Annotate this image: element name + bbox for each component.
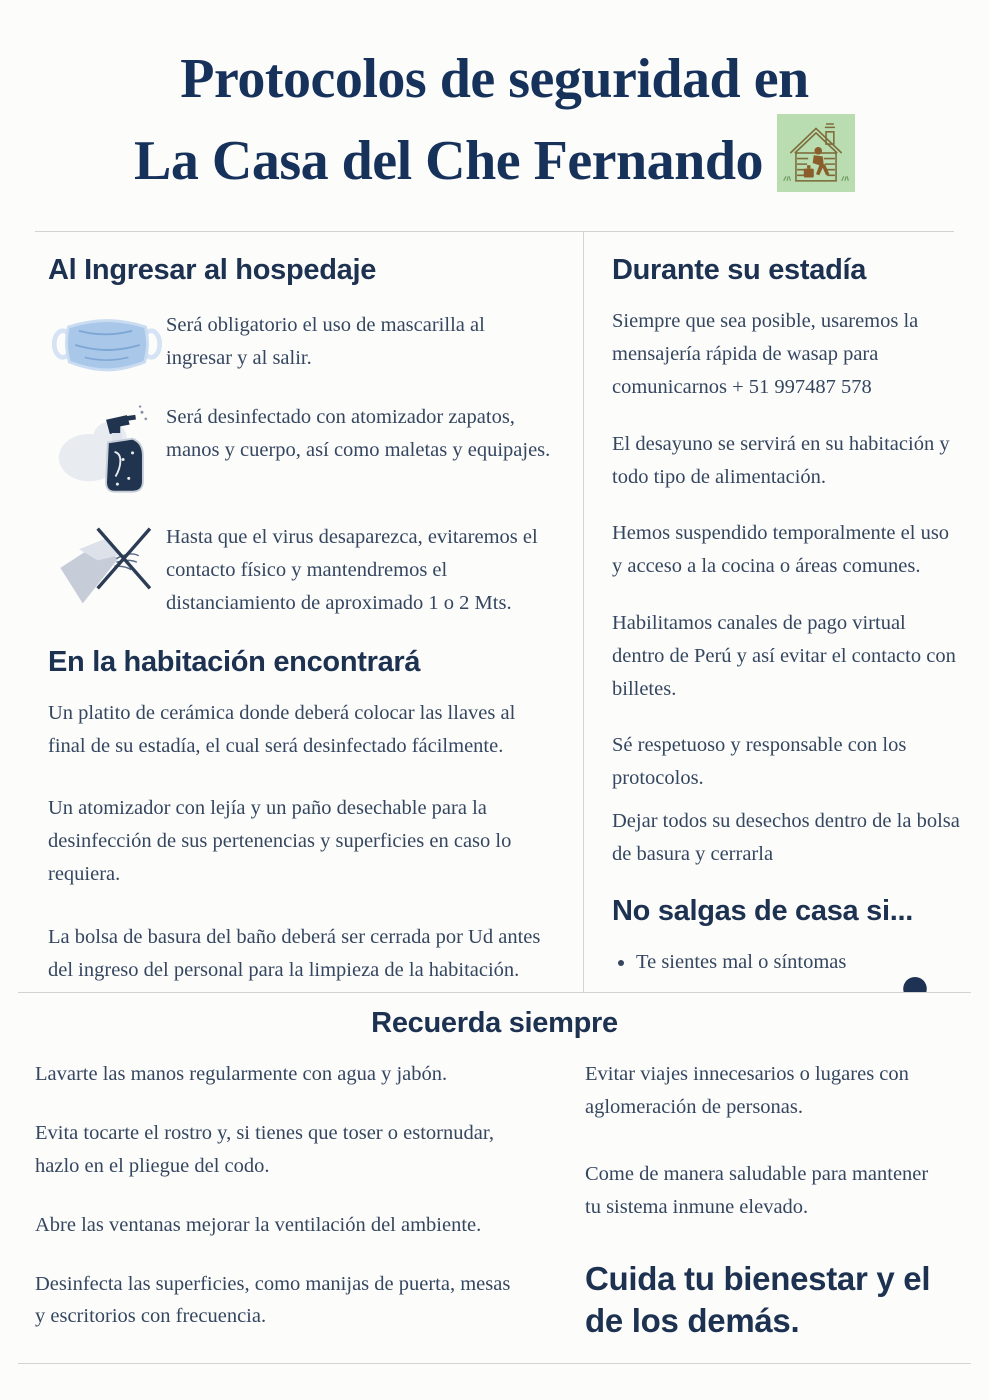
section-during-stay bbox=[584, 232, 989, 992]
remember-columns bbox=[0, 1058, 989, 1361]
remember-paragraph: Evitar viajes innecesarios o lugares con aglomeración de personas. bbox=[585, 1063, 909, 1119]
remember-heading: Recuerda siempre bbox=[371, 1007, 618, 1040]
entering-item-text: Hasta que el virus desaparezca, evitaremos el contacto físico y mantendremos el distanciamiento de aproximado 1 o 2 Mts. bbox=[166, 526, 538, 614]
remember-left-column bbox=[35, 1058, 555, 1361]
room-heading: En la habitación encontrará bbox=[48, 645, 421, 678]
sneezing-person-icon bbox=[863, 974, 967, 993]
list-item bbox=[48, 305, 553, 383]
face-mask-icon bbox=[48, 305, 166, 383]
remember-paragraph: Lavarte las manos regularmente con agua y jabón. bbox=[35, 1063, 448, 1086]
room-paragraph: La bolsa de basura del baño deberá ser cerrada por Ud antes del ingreso del personal para la limpieza de la habitación. bbox=[48, 925, 541, 981]
closing-heading: Cuida tu bienestar y el de los demás. bbox=[585, 1259, 931, 1340]
list-item bbox=[48, 517, 553, 619]
title-line-1: Protocolos de seguridad en bbox=[180, 48, 809, 110]
remember-paragraph: Desinfecta las superficies, como manijas de puerta, mesas y escritorios con frecuencia. bbox=[35, 1272, 511, 1328]
section-entering bbox=[0, 232, 584, 992]
stay-home-bullet: • Te sientes mal o síntomas bbox=[636, 946, 851, 979]
stay-paragraph: Sé respetuoso y responsable con los protocolos. bbox=[612, 734, 907, 790]
stay-home-bullet bbox=[636, 986, 851, 992]
stay-paragraph: Dejar todos su desechos dentro de la bolsa de basura y cerrarla bbox=[612, 809, 960, 865]
stay-paragraph: El desayuno se servirá en su habitación y todo tipo de alimentación. bbox=[612, 432, 950, 488]
stay-home-list bbox=[612, 946, 961, 993]
poster-header bbox=[0, 0, 989, 195]
room-paragraph: Un platito de cerámica donde deberá colocar las llaves al final de su estadía, el cual será desinfectado fácilmente. bbox=[48, 701, 516, 757]
remember-right-column bbox=[555, 1058, 949, 1361]
stay-home-heading: No salgas de casa si... bbox=[612, 894, 913, 927]
no-handshake-icon bbox=[48, 517, 166, 613]
stay-heading: Durante su estadía bbox=[612, 254, 867, 287]
guesthouse-logo-icon bbox=[777, 113, 855, 193]
entering-heading: Al Ingresar al hospedaje bbox=[48, 254, 377, 287]
middle-divider bbox=[18, 992, 971, 993]
main-columns bbox=[0, 232, 989, 992]
poster-title bbox=[0, 46, 989, 195]
room-paragraph: Un atomizador con lejía y un paño desechable para la desinfección de sus pertenencias y superficies en caso lo requiera. bbox=[48, 797, 512, 885]
title-line-2: La Casa del Che Fernando bbox=[134, 130, 763, 193]
spray-bottle-icon bbox=[48, 397, 166, 503]
remember-paragraph: Come de manera saludable para mantener tu sistema inmune elevado. bbox=[585, 1162, 929, 1218]
entering-item-text: Será desinfectado con atomizador zapatos, manos y cuerpo, así como maletas y equipajes. bbox=[166, 406, 551, 462]
entering-item-text: Será obligatorio el uso de mascarilla al ingresar y al salir. bbox=[166, 314, 485, 370]
stay-paragraph: Hemos suspendido temporalmente el uso y acceso a la cocina o áreas comunes. bbox=[612, 522, 950, 578]
remember-paragraph: Abre las ventanas mejorar la ventilación del ambiente. bbox=[35, 1213, 482, 1236]
remember-paragraph: Evita tocarte el rostro y, si tienes que toser o estornudar, hazlo en el pliegue del codo. bbox=[35, 1122, 494, 1177]
stay-paragraph: Habilitamos canales de pago virtual dentro de Perú y así evitar el contacto con billetes. bbox=[612, 611, 956, 700]
section-remember bbox=[0, 1007, 989, 1361]
list-item bbox=[48, 397, 553, 503]
stay-paragraph: Siempre que sea posible, usaremos la mensajería rápida de wasap para comunicarnos + 51 997487 578 bbox=[612, 310, 919, 398]
footer-divider bbox=[18, 1363, 971, 1364]
